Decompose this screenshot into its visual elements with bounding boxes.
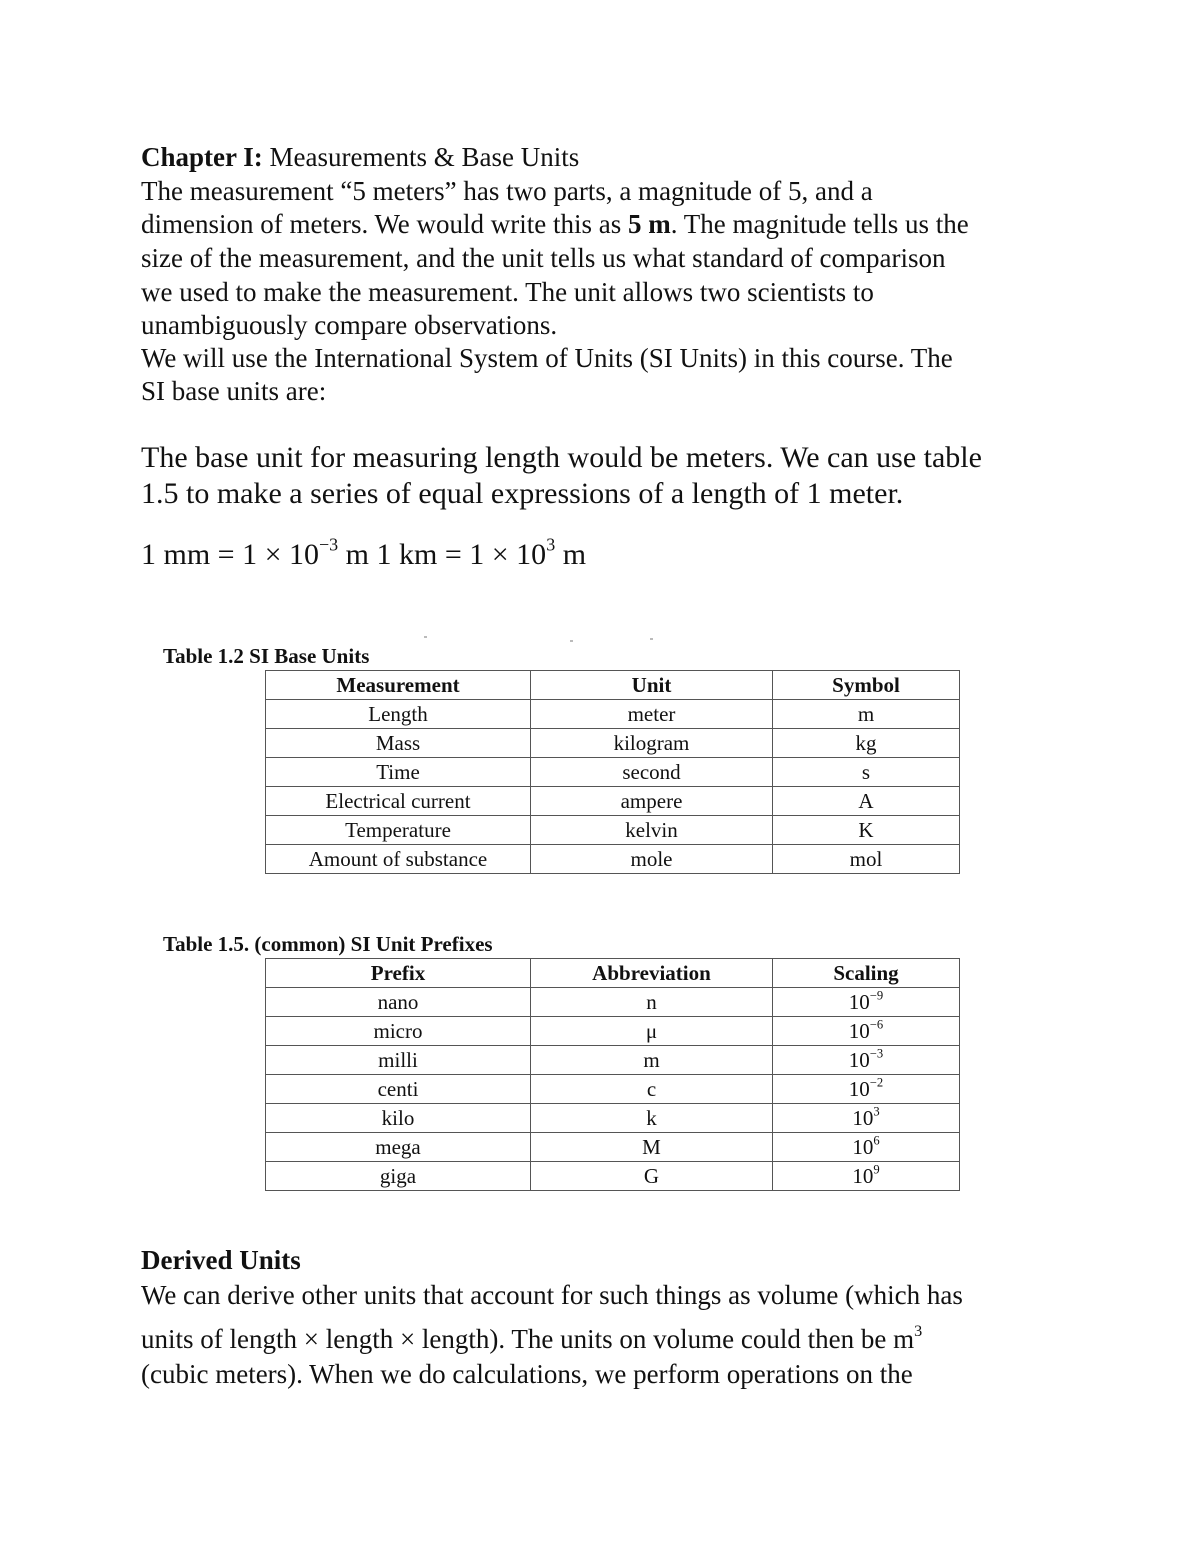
scaling-cell: [773, 1133, 960, 1162]
symbol-cell: s: [773, 758, 960, 787]
equation-part-2: m 1 km = 1 × 10: [338, 538, 547, 571]
scan-speck: [570, 640, 573, 642]
scaling-base: 10: [848, 1048, 870, 1072]
unit-cell: kelvin: [531, 816, 773, 845]
derived-line-2-exponent: 3: [914, 1321, 923, 1340]
table-prefixes-caption: Table 1.5. (common) SI Unit Prefixes: [163, 932, 493, 956]
prefix-cell: mega: [266, 1133, 531, 1162]
scaling-cell: [773, 1162, 960, 1191]
table-row: [266, 816, 960, 845]
intro-line-2-bold: 5 m: [628, 209, 671, 239]
measurement-cell: Temperature: [266, 816, 531, 845]
measurement-cell: Time: [266, 758, 531, 787]
scaling-cell: [773, 1017, 960, 1046]
table-base-units: [265, 670, 960, 874]
table-row: [266, 1046, 960, 1075]
table-row: [266, 787, 960, 816]
column-header-symbol: Symbol: [773, 671, 960, 700]
chapter-label: Chapter I:: [141, 142, 263, 172]
abbreviation-cell: m: [531, 1046, 773, 1075]
table-row: [266, 1017, 960, 1046]
symbol-cell: kg: [773, 729, 960, 758]
equation-part-1: 1 mm = 1 × 10: [141, 538, 320, 571]
table-row: [266, 758, 960, 787]
chapter-title: Measurements & Base Units: [262, 142, 580, 172]
column-header-prefix: Prefix: [266, 959, 531, 988]
derived-units-heading: [141, 1244, 301, 1277]
scaling-cell: [773, 988, 960, 1017]
scaling-cell: [773, 1046, 960, 1075]
scan-speck: [650, 638, 653, 640]
unit-cell: mole: [531, 845, 773, 874]
scaling-exponent: −9: [869, 988, 884, 1003]
abbreviation-cell: μ: [531, 1017, 773, 1046]
prefix-cell: centi: [266, 1075, 531, 1104]
unit-cell: meter: [531, 700, 773, 729]
unit-cell: kilogram: [531, 729, 773, 758]
abbreviation-cell: n: [531, 988, 773, 1017]
table-base-units-caption: Table 1.2 SI Base Units: [163, 644, 370, 668]
column-header-unit: Unit: [531, 671, 773, 700]
symbol-cell: K: [773, 816, 960, 845]
scaling-exponent: −2: [869, 1075, 884, 1090]
scaling-cell: [773, 1104, 960, 1133]
length-equation: [141, 534, 587, 571]
derived-line-1: We can derive other units that account for such things as volume (which has: [141, 1280, 963, 1310]
abbreviation-cell: k: [531, 1104, 773, 1133]
scaling-base: 10: [848, 1077, 870, 1101]
measurement-cell: Electrical current: [266, 787, 531, 816]
measurement-cell: Length: [266, 700, 531, 729]
equation-part-3: m: [555, 538, 587, 571]
symbol-cell: mol: [773, 845, 960, 874]
intro-line-2: [141, 208, 969, 241]
table-row: [266, 988, 960, 1017]
unit-cell: second: [531, 758, 773, 787]
table-header-row: [266, 959, 960, 988]
measurement-cell: Mass: [266, 729, 531, 758]
symbol-cell: A: [773, 787, 960, 816]
column-header-measurement: Measurement: [266, 671, 531, 700]
table-header-row: [266, 671, 960, 700]
scaling-exponent: −3: [869, 1046, 884, 1061]
table-row: [266, 845, 960, 874]
scaling-exponent: 9: [873, 1162, 880, 1177]
scaling-base: 10: [852, 1106, 874, 1130]
length-para-line-1: The base unit for measuring length would be meters. We can use table: [141, 441, 982, 474]
prefix-cell: micro: [266, 1017, 531, 1046]
column-header-abbreviation: Abbreviation: [531, 959, 773, 988]
symbol-cell: m: [773, 700, 960, 729]
prefix-cell: giga: [266, 1162, 531, 1191]
scaling-base: 10: [848, 990, 870, 1014]
equation-exp-1: −3: [319, 534, 339, 555]
scaling-exponent: −6: [869, 1017, 884, 1032]
scaling-cell: [773, 1075, 960, 1104]
measurement-cell: Amount of substance: [266, 845, 531, 874]
scaling-exponent: 6: [873, 1133, 880, 1148]
scaling-base: 10: [852, 1164, 874, 1188]
unit-cell: ampere: [531, 787, 773, 816]
intro-line-3: size of the measurement, and the unit tells us what standard of comparison: [141, 243, 946, 273]
intro-line-4: we used to make the measurement. The unit allows two scientists to: [141, 277, 874, 307]
intro-line-2-b: . The magnitude tells us the: [670, 209, 969, 239]
table-row: [266, 700, 960, 729]
derived-line-2: [141, 1323, 922, 1356]
prefix-cell: nano: [266, 988, 531, 1017]
prefix-cell: kilo: [266, 1104, 531, 1133]
abbreviation-cell: G: [531, 1162, 773, 1191]
abbreviation-cell: c: [531, 1075, 773, 1104]
intro-line-5: unambiguously compare observations.: [141, 310, 558, 340]
length-para-line-2: 1.5 to make a series of equal expressions of a length of 1 meter.: [141, 477, 904, 510]
table-row: [266, 1133, 960, 1162]
table-row: [266, 729, 960, 758]
chapter-heading: [141, 141, 579, 174]
equation-exp-2: 3: [546, 534, 556, 555]
table-row: [266, 1104, 960, 1133]
table-row: [266, 1162, 960, 1191]
intro-line-1: The measurement “5 meters” has two parts, a magnitude of 5, and a: [141, 176, 873, 206]
scaling-base: 10: [848, 1019, 870, 1043]
prefix-cell: milli: [266, 1046, 531, 1075]
column-header-scaling: Scaling: [773, 959, 960, 988]
intro-line-7: SI base units are:: [141, 376, 327, 406]
table-row: [266, 1075, 960, 1104]
scaling-exponent: 3: [873, 1104, 880, 1119]
derived-units-title: Derived Units: [141, 1245, 301, 1275]
intro-line-6: We will use the International System of Units (SI Units) in this course. The: [141, 343, 953, 373]
abbreviation-cell: M: [531, 1133, 773, 1162]
scan-speck: [424, 636, 427, 638]
derived-line-2-text: units of length × length × length). The units on volume could then be m: [141, 1324, 915, 1354]
scaling-base: 10: [852, 1135, 874, 1159]
intro-line-2-a: dimension of meters. We would write this as: [141, 209, 629, 239]
table-prefixes: [265, 958, 960, 1191]
derived-line-3: (cubic meters). When we do calculations, we perform operations on the: [141, 1359, 913, 1389]
